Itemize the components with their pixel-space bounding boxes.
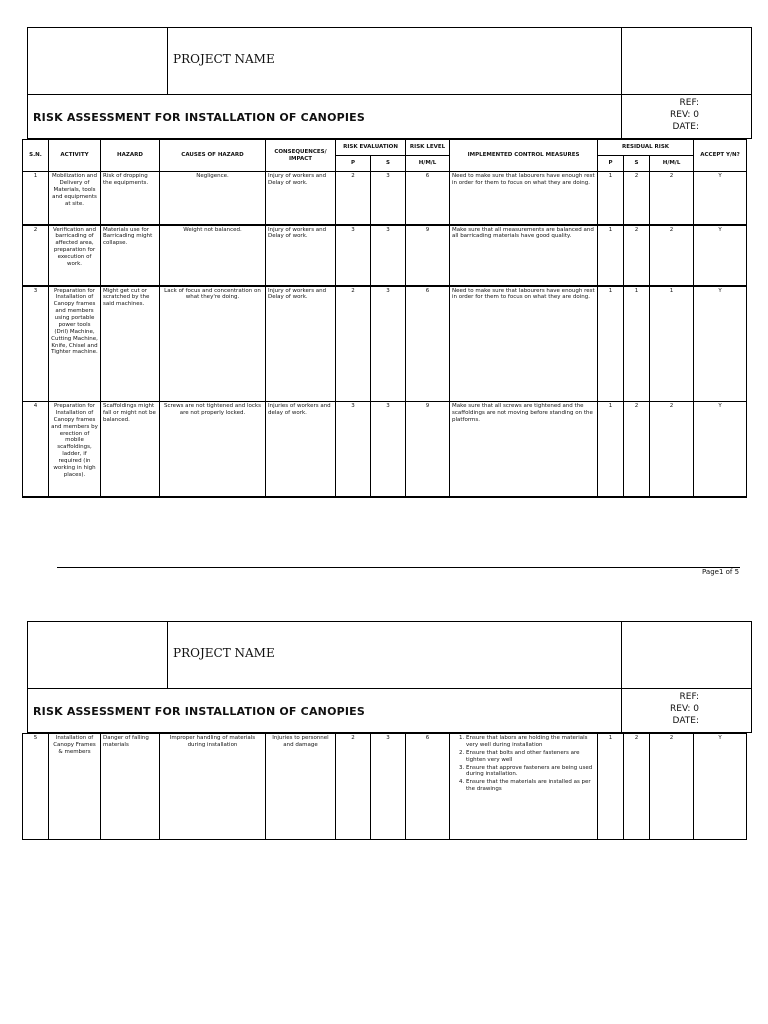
control-measure-item: 3. Ensure that approve fasteners are being used during installation. bbox=[466, 765, 595, 779]
col-hml: H/M/L bbox=[406, 156, 450, 172]
row-p: 3 bbox=[336, 402, 371, 497]
row-sn: 2 bbox=[23, 225, 49, 286]
col-accept: ACCEPT Y/N? bbox=[694, 140, 747, 172]
document-header bbox=[27, 621, 752, 733]
col-sn: S.N. bbox=[23, 140, 49, 172]
row-residual-p: 1 bbox=[598, 402, 624, 497]
row-hazard: Materials use for Barricading might collapse. bbox=[101, 225, 160, 286]
col-consequences: CONSEQUENCES/ IMPACT bbox=[266, 140, 336, 172]
row-consequences: Injury of workers and Delay of work. bbox=[266, 286, 336, 402]
row-consequences: Injury of workers and Delay of work. bbox=[266, 225, 336, 286]
date-label: DATE: bbox=[672, 716, 699, 726]
rev-label: REV: 0 bbox=[670, 704, 699, 714]
row-residual-level: 1 bbox=[650, 286, 694, 402]
project-name: PROJECT NAME bbox=[173, 646, 275, 660]
col-residual-s: S bbox=[624, 156, 650, 172]
control-measure-item: 4. Ensure that the materials are installed as per the drawings bbox=[466, 779, 595, 793]
ref-label: REF: bbox=[679, 692, 699, 702]
row-residual-s: 2 bbox=[624, 402, 650, 497]
row-level: 9 bbox=[406, 225, 450, 286]
control-measure-item: 2. Ensure that bolts and other fasteners are tighten very well bbox=[466, 750, 595, 764]
table-row bbox=[23, 225, 747, 286]
row-accept: Y bbox=[694, 172, 747, 225]
row-residual-level: 2 bbox=[650, 402, 694, 497]
col-risk-level: RISK LEVEL bbox=[406, 140, 450, 156]
col-p: P bbox=[336, 156, 371, 172]
row-activity: Preparation for Installation of Canopy frames and members by erection of mobile scaffoldings, ladder, if required (in working in high places). bbox=[49, 402, 101, 497]
row-activity: Mobilization and Delivery of Materials, tools and equipments at site. bbox=[49, 172, 101, 225]
col-causes: CAUSES OF HAZARD bbox=[160, 140, 266, 172]
row-accept: Y bbox=[694, 286, 747, 402]
ref-label: REF: bbox=[679, 98, 699, 108]
row-level: 6 bbox=[406, 286, 450, 402]
row-residual-p: 1 bbox=[598, 172, 624, 225]
row-p: 2 bbox=[336, 734, 371, 840]
row-activity: Verification and barricading of affected area, preparation for execution of work. bbox=[49, 225, 101, 286]
col-s: S bbox=[371, 156, 406, 172]
col-activity: ACTIVITY bbox=[49, 140, 101, 172]
header-title-row bbox=[28, 95, 751, 139]
row-p: 2 bbox=[336, 172, 371, 225]
row-consequences: Injuries to personnel and damage bbox=[266, 734, 336, 840]
row-causes: Lack of focus and concentration on what they're doing. bbox=[160, 286, 266, 402]
row-p: 2 bbox=[336, 286, 371, 402]
rev-label: REV: 0 bbox=[670, 110, 699, 120]
row-hazard: Might get cut or scratched by the said machines. bbox=[101, 286, 160, 402]
date-label: DATE: bbox=[672, 122, 699, 132]
table-row bbox=[23, 172, 747, 225]
col-residual-p: P bbox=[598, 156, 624, 172]
page-number: Page1 of 5 bbox=[702, 568, 740, 576]
header-right-box bbox=[621, 28, 751, 94]
reference-box bbox=[621, 689, 751, 733]
col-controls: IMPLEMENTED CONTROL MEASURES bbox=[450, 140, 598, 172]
control-measures-list bbox=[452, 735, 595, 793]
row-p: 3 bbox=[336, 225, 371, 286]
header-top-row bbox=[28, 28, 751, 95]
col-residual-risk: RESIDUAL RISK bbox=[598, 140, 694, 156]
table-row bbox=[23, 402, 747, 497]
row-residual-s: 2 bbox=[624, 225, 650, 286]
row-level: 6 bbox=[406, 172, 450, 225]
project-name: PROJECT NAME bbox=[173, 52, 275, 66]
row-accept: Y bbox=[694, 734, 747, 840]
row-accept: Y bbox=[694, 402, 747, 497]
row-level: 9 bbox=[406, 402, 450, 497]
row-hazard: Danger of falling materials bbox=[101, 734, 160, 840]
row-causes: Screws are not tightened and locks are not properly locked. bbox=[160, 402, 266, 497]
row-accept: Y bbox=[694, 225, 747, 286]
document-header bbox=[27, 27, 752, 139]
risk-table-continued bbox=[22, 733, 747, 840]
table-row bbox=[23, 734, 747, 840]
row-residual-level: 2 bbox=[650, 172, 694, 225]
row-consequences: Injuries of workers and delay of work. bbox=[266, 402, 336, 497]
row-s: 3 bbox=[371, 286, 406, 402]
logo-cell bbox=[28, 28, 168, 94]
header-top-row bbox=[28, 622, 751, 689]
row-residual-p: 1 bbox=[598, 286, 624, 402]
row-control: Make sure that all screws are tightened and the scaffoldings are not moving before standing on the platforms. bbox=[450, 402, 598, 497]
row-residual-s: 2 bbox=[624, 734, 650, 840]
row-control-list bbox=[450, 734, 598, 840]
document-title: RISK ASSESSMENT FOR INSTALLATION OF CANOPIES bbox=[33, 705, 366, 718]
col-hazard: HAZARD bbox=[101, 140, 160, 172]
row-s: 3 bbox=[371, 172, 406, 225]
row-hazard: Risk of dropping the equipments. bbox=[101, 172, 160, 225]
row-consequences: Injury of workers and Delay of work. bbox=[266, 172, 336, 225]
row-control: Need to make sure that labourers have enough rest in order for them to focus on what they are doing. bbox=[450, 172, 598, 225]
control-measure-item: 1. Ensure that labors are holding the materials very well during installation bbox=[466, 735, 595, 749]
header-title-row bbox=[28, 689, 751, 733]
row-residual-level: 2 bbox=[650, 225, 694, 286]
row-residual-p: 1 bbox=[598, 225, 624, 286]
footer-divider bbox=[57, 567, 740, 568]
row-residual-p: 1 bbox=[598, 734, 624, 840]
row-sn: 5 bbox=[23, 734, 49, 840]
logo-cell bbox=[28, 622, 168, 688]
risk-table bbox=[22, 139, 747, 498]
row-residual-level: 2 bbox=[650, 734, 694, 840]
row-sn: 3 bbox=[23, 286, 49, 402]
row-causes: Improper handling of materials during installation bbox=[160, 734, 266, 840]
row-hazard: Scaffoldings might fall or might not be balanced. bbox=[101, 402, 160, 497]
col-risk-evaluation: RISK EVALUATION bbox=[336, 140, 406, 156]
row-level: 6 bbox=[406, 734, 450, 840]
row-causes: Negligence. bbox=[160, 172, 266, 225]
document-title: RISK ASSESSMENT FOR INSTALLATION OF CANOPIES bbox=[33, 111, 366, 124]
row-causes: Weight not balanced. bbox=[160, 225, 266, 286]
row-activity: Preparation for Installation of Canopy frames and members using portable power tools (Dril) Machine, Cutting Machine, Knife, Chisel and Tighter machine. bbox=[49, 286, 101, 402]
reference-box bbox=[621, 95, 751, 139]
row-residual-s: 1 bbox=[624, 286, 650, 402]
row-s: 3 bbox=[371, 734, 406, 840]
row-s: 3 bbox=[371, 225, 406, 286]
row-s: 3 bbox=[371, 402, 406, 497]
row-control: Make sure that all measurements are balanced and all barricading materials have good quality. bbox=[450, 225, 598, 286]
row-residual-s: 2 bbox=[624, 172, 650, 225]
header-right-box bbox=[621, 622, 751, 688]
row-activity: Installation of Canopy Frames & members bbox=[49, 734, 101, 840]
row-sn: 4 bbox=[23, 402, 49, 497]
table-row bbox=[23, 286, 747, 402]
row-sn: 1 bbox=[23, 172, 49, 225]
row-control: Need to make sure that labourers have enough rest in order for them to focus on what they are doing. bbox=[450, 286, 598, 402]
col-residual-hml: H/M/L bbox=[650, 156, 694, 172]
